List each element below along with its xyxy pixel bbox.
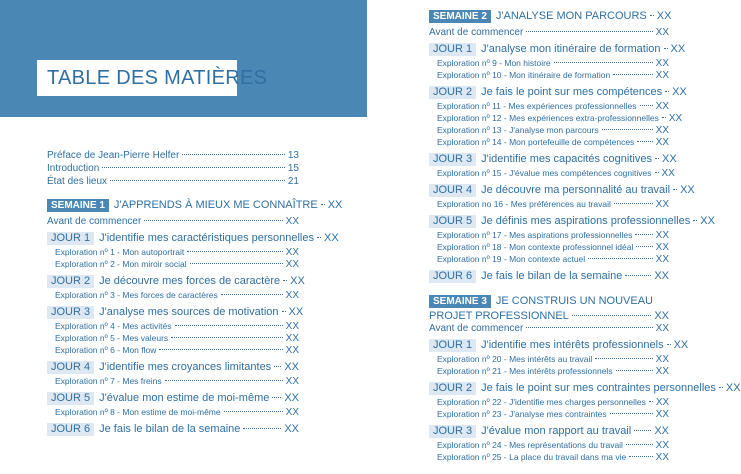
entry-title: Exploration nº 24 - Mes représentations du travail bbox=[437, 440, 623, 450]
dot-leader bbox=[526, 31, 652, 32]
entry-title: J'identifie mes caractéristiques personnelles bbox=[99, 232, 314, 244]
dot-leader bbox=[224, 411, 283, 412]
page-number: XX bbox=[680, 184, 695, 196]
dot-leader bbox=[667, 344, 671, 345]
page-number: 15 bbox=[287, 163, 299, 174]
dot-leader bbox=[102, 167, 285, 168]
entry-title: Exploration nº 20 - Mes intérêts au travail bbox=[437, 354, 593, 364]
entry-title: J'évalue mon rapport au travail bbox=[481, 425, 632, 437]
toc-entry[interactable] bbox=[437, 230, 669, 241]
entry-title: Je fais le point sur mes contraintes personnelles bbox=[481, 382, 716, 394]
toc-entry[interactable] bbox=[47, 232, 339, 245]
toc-entry[interactable] bbox=[55, 290, 299, 301]
dot-leader bbox=[662, 117, 666, 118]
page-number: XX bbox=[288, 306, 304, 318]
day-badge: JOUR 3 bbox=[429, 425, 476, 438]
toc-entry[interactable] bbox=[55, 321, 299, 332]
entry-title: Exploration no 16 - Mes préférences au travail bbox=[437, 199, 611, 209]
entry-title: Exploration nº 4 - Mes activités bbox=[55, 321, 172, 331]
page-number: XX bbox=[655, 242, 669, 253]
page-number: XX bbox=[324, 232, 339, 244]
dot-leader bbox=[182, 154, 285, 155]
page-number: XX bbox=[655, 70, 669, 81]
toc-entry[interactable] bbox=[437, 125, 669, 136]
entry-title: Exploration nº 23 - J'analyse mes contraintes bbox=[437, 409, 607, 419]
entry-title: Avant de commencer bbox=[47, 216, 142, 227]
dot-leader bbox=[221, 294, 283, 295]
toc-entry[interactable] bbox=[429, 270, 669, 283]
page-number: XX bbox=[285, 290, 299, 301]
toc-entry[interactable] bbox=[437, 199, 669, 210]
toc-entry[interactable] bbox=[47, 392, 299, 405]
toc-entry[interactable] bbox=[47, 176, 299, 187]
day-badge: JOUR 6 bbox=[47, 423, 94, 436]
entry-title: Exploration nº 21 - Mes intérêts professionnels bbox=[437, 366, 613, 376]
toc-entry[interactable] bbox=[429, 184, 695, 197]
day-badge: JOUR 5 bbox=[429, 215, 476, 228]
toc-entry[interactable] bbox=[429, 382, 741, 395]
entry-title: Exploration nº 15 - J'évalue mes compétences cognitives bbox=[437, 168, 652, 178]
dot-leader bbox=[626, 444, 653, 445]
entry-title: J'ANALYSE MON PARCOURS bbox=[495, 10, 647, 22]
toc-entry[interactable] bbox=[437, 397, 669, 408]
day-badge: JOUR 1 bbox=[429, 339, 476, 352]
header-band bbox=[0, 0, 367, 117]
entry-title-continued: PROJET PROFESSIONNEL bbox=[429, 310, 569, 322]
entry-title: Je fais le bilan de la semaine bbox=[481, 270, 623, 282]
page-number: XX bbox=[670, 43, 686, 55]
page-number: XX bbox=[290, 275, 305, 287]
day-badge: JOUR 2 bbox=[47, 275, 94, 288]
toc-entry[interactable] bbox=[429, 27, 669, 38]
entry-title: Exploration nº 11 - Mes expériences professionnelles bbox=[437, 101, 637, 111]
page-number: XX bbox=[655, 101, 669, 112]
dot-leader bbox=[159, 349, 282, 350]
entry-title: Exploration nº 7 - Mes freins bbox=[55, 376, 162, 386]
dot-leader bbox=[602, 129, 653, 130]
entry-title: Exploration nº 10 - Mon itinéraire de formation bbox=[437, 70, 611, 80]
toc-entry[interactable] bbox=[437, 101, 669, 112]
toc-entry[interactable] bbox=[55, 345, 299, 356]
entry-title: Je découvre mes forces de caractère bbox=[99, 275, 281, 287]
dot-leader bbox=[665, 91, 669, 92]
week-badge: SEMAINE 2 bbox=[429, 10, 491, 23]
entry-title: J'évalue mon estime de moi-même bbox=[99, 392, 270, 404]
dot-leader bbox=[144, 220, 282, 221]
dot-leader bbox=[187, 251, 282, 252]
toc-entry[interactable] bbox=[55, 259, 299, 270]
toc-entry[interactable] bbox=[429, 86, 687, 99]
entry-title: Exploration nº 1 - Mon autoportrait bbox=[55, 247, 185, 257]
dot-leader bbox=[693, 220, 697, 221]
dot-leader bbox=[274, 366, 281, 367]
dot-leader bbox=[634, 430, 651, 431]
entry-title: J'identifie mes intérêts professionnels bbox=[481, 339, 664, 351]
toc-entry[interactable] bbox=[47, 163, 299, 174]
page-number: XX bbox=[654, 310, 669, 322]
dot-leader bbox=[640, 105, 653, 106]
entry-title: Je fais le bilan de la semaine bbox=[99, 423, 241, 435]
page-number: XX bbox=[655, 366, 669, 377]
page-number: XX bbox=[327, 199, 343, 211]
dot-leader bbox=[243, 428, 281, 429]
toc-entry[interactable] bbox=[429, 339, 689, 352]
day-badge: JOUR 4 bbox=[47, 361, 94, 374]
entry-title: J'identifie mes croyances limitantes bbox=[99, 361, 272, 373]
page-number: XX bbox=[656, 10, 672, 22]
entry-title: Exploration nº 14 - Mon portefeuille de compétences bbox=[437, 137, 635, 147]
dot-leader bbox=[614, 203, 653, 204]
dot-leader bbox=[321, 204, 325, 205]
page-number: XX bbox=[285, 216, 299, 227]
toc-entry[interactable] bbox=[47, 150, 299, 161]
dot-leader bbox=[629, 456, 652, 457]
week-badge: SEMAINE 1 bbox=[47, 199, 109, 212]
page-number: XX bbox=[284, 361, 299, 373]
dot-leader bbox=[655, 172, 659, 173]
entry-title: J'identifie mes capacités cognitives bbox=[481, 153, 652, 165]
entry-title: État des lieux bbox=[47, 176, 108, 187]
entry-title: Introduction bbox=[47, 163, 100, 174]
day-badge: JOUR 2 bbox=[429, 382, 476, 395]
page-number: XX bbox=[284, 392, 299, 404]
toc-entry[interactable] bbox=[55, 376, 299, 387]
page-number: 21 bbox=[287, 176, 299, 187]
page-number: XX bbox=[284, 423, 299, 435]
entry-title: Exploration nº 8 - Mon estime de moi-même bbox=[55, 407, 221, 417]
entry-title: J'analyse mon itinéraire de formation bbox=[481, 43, 661, 55]
page-number: XX bbox=[285, 407, 299, 418]
dot-leader bbox=[616, 370, 653, 371]
dot-leader bbox=[317, 237, 321, 238]
entry-title: Exploration nº 25 - La place du travail dans ma vie bbox=[437, 452, 627, 462]
dot-leader bbox=[175, 325, 283, 326]
day-badge: JOUR 3 bbox=[47, 306, 94, 319]
dot-leader bbox=[282, 311, 286, 312]
entry-title: J'APPRENDS À MIEUX ME CONNAÎTRE bbox=[113, 199, 318, 211]
dot-leader bbox=[664, 48, 668, 49]
page-number: XX bbox=[654, 425, 669, 437]
page-number: XX bbox=[672, 86, 687, 98]
day-badge: JOUR 4 bbox=[429, 184, 476, 197]
page-number: XX bbox=[655, 254, 669, 265]
toc-entry[interactable] bbox=[47, 361, 299, 374]
dot-leader bbox=[649, 401, 653, 402]
dot-leader bbox=[650, 15, 654, 16]
page-number: XX bbox=[655, 125, 669, 136]
toc-entry[interactable] bbox=[47, 423, 299, 436]
page-number: XX bbox=[285, 259, 299, 270]
dot-leader bbox=[272, 397, 281, 398]
entry-title: Exploration nº 18 - Mon contexte professionnel idéal bbox=[437, 242, 634, 252]
dot-leader bbox=[625, 275, 651, 276]
toc-entry[interactable] bbox=[47, 275, 305, 288]
page-number: XX bbox=[655, 323, 669, 334]
entry-title: Préface de Jean-Pierre Helfer bbox=[47, 150, 180, 161]
entry-title: J'analyse mes sources de motivation bbox=[99, 306, 279, 318]
entry-title: Exploration nº 13 - J'analyse mon parcours bbox=[437, 125, 599, 135]
entry-title: Avant de commencer bbox=[429, 323, 524, 334]
title-box bbox=[37, 60, 268, 96]
toc-entry[interactable] bbox=[437, 440, 669, 451]
page-number: XX bbox=[725, 382, 741, 394]
dot-leader bbox=[595, 358, 652, 359]
entry-title: Exploration nº 19 - Mon contexte actuel bbox=[437, 254, 586, 264]
day-badge: JOUR 6 bbox=[429, 270, 476, 283]
page-number: XX bbox=[655, 58, 669, 69]
toc-entry[interactable] bbox=[429, 43, 686, 56]
page-number: XX bbox=[655, 440, 669, 451]
page-number: XX bbox=[285, 333, 299, 344]
page-number: XX bbox=[654, 270, 669, 282]
toc-entry[interactable] bbox=[437, 452, 669, 463]
toc-entry[interactable] bbox=[47, 199, 343, 212]
toc-entry[interactable] bbox=[55, 333, 299, 344]
dot-leader bbox=[190, 263, 283, 264]
entry-title: Je définis mes aspirations professionnelles bbox=[481, 215, 691, 227]
entry-title: Avant de commencer bbox=[429, 27, 524, 38]
day-badge: JOUR 2 bbox=[429, 86, 476, 99]
toc-entry[interactable] bbox=[55, 407, 299, 418]
entry-title: JE CONSTRUIS UN NOUVEAU bbox=[495, 295, 653, 307]
dot-leader bbox=[283, 280, 287, 281]
toc-entry[interactable] bbox=[437, 137, 669, 148]
toc-entry[interactable] bbox=[437, 168, 675, 179]
dot-leader bbox=[165, 380, 283, 381]
page-number: XX bbox=[655, 27, 669, 38]
dot-leader bbox=[588, 258, 652, 259]
page-number: XX bbox=[655, 199, 669, 210]
toc-entry[interactable] bbox=[429, 153, 677, 166]
page-number: XX bbox=[668, 113, 683, 124]
page-number: XX bbox=[285, 376, 299, 387]
page-number: XX bbox=[655, 397, 670, 408]
page-number: XX bbox=[655, 137, 669, 148]
entry-title: Exploration nº 22 - J'identifie mes charges personnelles bbox=[437, 397, 646, 407]
page-title: TABLE DES MATIÈRES bbox=[47, 67, 268, 89]
toc-entry[interactable] bbox=[437, 409, 669, 420]
page-number: XX bbox=[661, 153, 677, 165]
page-number: XX bbox=[285, 247, 299, 258]
week-badge: SEMAINE 3 bbox=[429, 295, 491, 308]
toc-entry[interactable] bbox=[47, 216, 299, 227]
page-number: XX bbox=[655, 452, 669, 463]
entry-title: Exploration nº 2 - Mon miroir social bbox=[55, 259, 187, 269]
toc-entry[interactable] bbox=[437, 366, 669, 377]
toc-entry[interactable] bbox=[437, 254, 669, 265]
toc-entry[interactable] bbox=[437, 70, 669, 81]
toc-entry[interactable] bbox=[47, 306, 304, 319]
entry-title: Exploration nº 6 - Mon flow bbox=[55, 345, 157, 355]
toc-entry[interactable] bbox=[437, 242, 669, 253]
toc-entry[interactable] bbox=[429, 323, 669, 334]
page-number: 13 bbox=[287, 150, 299, 161]
day-badge: JOUR 3 bbox=[429, 153, 476, 166]
dot-leader bbox=[572, 315, 652, 316]
entry-title: Exploration nº 5 - Mes valeurs bbox=[55, 333, 169, 343]
toc-entry-continued bbox=[429, 310, 669, 322]
dot-leader bbox=[636, 246, 652, 247]
page-number: XX bbox=[285, 345, 299, 356]
dot-leader bbox=[719, 387, 723, 388]
dot-leader bbox=[554, 62, 653, 63]
day-badge: JOUR 5 bbox=[47, 392, 94, 405]
entry-title: Exploration nº 12 - Mes expériences extra-professionnelles bbox=[437, 113, 659, 123]
entry-title: Exploration nº 17 - Mes aspirations professionnelles bbox=[437, 230, 633, 240]
dot-leader bbox=[655, 158, 659, 159]
toc-entry[interactable] bbox=[429, 215, 715, 228]
entry-title: Je fais le point sur mes compétences bbox=[481, 86, 663, 98]
page-number: XX bbox=[700, 215, 715, 227]
dot-leader bbox=[610, 413, 653, 414]
page-number: XX bbox=[661, 168, 675, 179]
dot-leader bbox=[673, 189, 677, 190]
toc-entry[interactable] bbox=[437, 113, 683, 124]
dot-leader bbox=[637, 141, 652, 142]
day-badge: JOUR 1 bbox=[47, 232, 94, 245]
page-number: XX bbox=[673, 339, 689, 351]
page-number: XX bbox=[285, 321, 299, 332]
entry-title: Exploration nº 9 - Mon histoire bbox=[437, 58, 551, 68]
dot-leader bbox=[613, 74, 652, 75]
toc-entry[interactable] bbox=[429, 425, 669, 438]
day-badge: JOUR 1 bbox=[429, 43, 476, 56]
toc-entry[interactable] bbox=[55, 247, 299, 258]
page-number: XX bbox=[655, 230, 669, 241]
page-number: XX bbox=[655, 354, 669, 365]
toc-entry[interactable] bbox=[429, 10, 672, 23]
page-number: XX bbox=[655, 409, 669, 420]
toc-entry[interactable] bbox=[429, 295, 669, 308]
entry-title: Je découvre ma personnalité au travail bbox=[481, 184, 671, 196]
toc-entry[interactable] bbox=[437, 58, 669, 69]
entry-title: Exploration nº 3 - Mes forces de caractères bbox=[55, 290, 218, 300]
dot-leader bbox=[171, 337, 282, 338]
dot-leader bbox=[635, 234, 652, 235]
dot-leader bbox=[110, 180, 285, 181]
toc-entry[interactable] bbox=[437, 354, 669, 365]
dot-leader bbox=[526, 327, 652, 328]
